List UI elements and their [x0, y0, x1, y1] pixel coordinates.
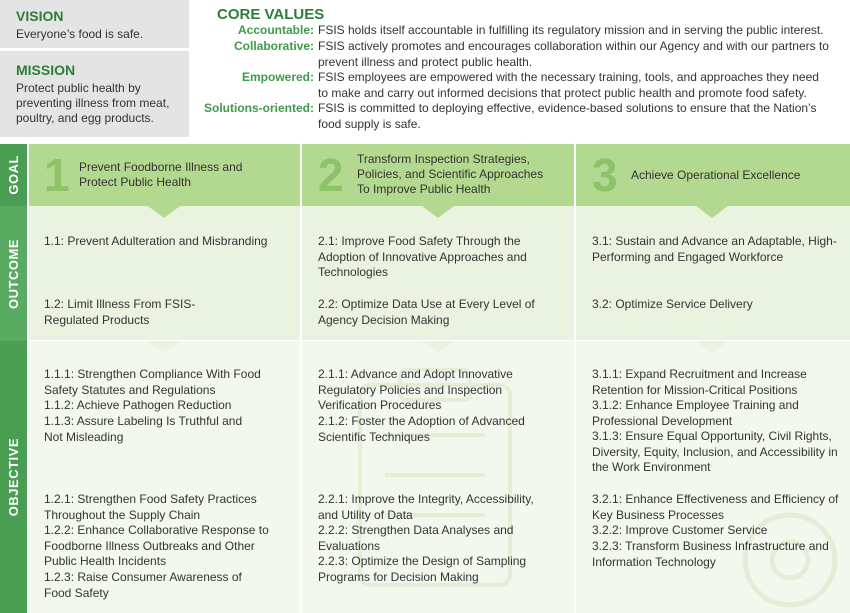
row-label-goal — [0, 144, 27, 206]
core-value-accountable — [200, 23, 848, 39]
objective-3-1-1: 3.1.1: Expand Recruitment and Increase Retention for Mission-Critical Positions — [592, 367, 807, 397]
vision-text: Everyone’s food is safe. — [16, 27, 144, 41]
core-value-empowered — [200, 70, 848, 101]
row-divider — [29, 340, 850, 341]
objective-1-1-2: 1.1.2: Achieve Pathogen Reduction — [44, 398, 232, 412]
outcome-1-2: 1.2: Limit Illness From FSIS-Regulated Products — [44, 297, 196, 327]
objective-3-2-2: 3.2.2: Improve Customer Service — [592, 523, 768, 537]
core-value-text: FSIS holds itself accountable in fulfilling its regulatory mission and in serving the public interest. — [318, 23, 824, 37]
core-value-text: FSIS actively promotes and encourages collaboration within our Agency and with our partners to prevent illness and protect public health. — [318, 39, 829, 69]
objective-2-2-2: 2.2.2: Strengthen Data Analyses and Evaluations — [318, 523, 514, 553]
objective-1-2-1: 1.2.1: Strengthen Food Safety Practices Throughout the Supply Chain — [44, 492, 257, 522]
goal-arrow-1 — [148, 206, 180, 218]
outcome-3-1: 3.1: Sustain and Advance an Adaptable, High-Performing and Engaged Workforce — [592, 234, 837, 264]
objective-3-2-1: 3.2.1: Enhance Effectiveness and Efficiency of Key Business Processes — [592, 492, 839, 522]
core-values-title: CORE VALUES — [217, 6, 325, 23]
objective-2-2-3: 2.2.3: Optimize the Design of Sampling Programs for Decision Making — [318, 554, 527, 584]
core-value-solutions — [200, 101, 848, 132]
objective-2-1-2: 2.1.2: Foster the Adoption of Advanced Scientific Techniques — [318, 414, 525, 444]
outcome-2-2: 2.2: Optimize Data Use at Every Level of Agency Decision Making — [318, 297, 535, 327]
goal-title-3: Achieve Operational Excellence — [631, 168, 801, 182]
core-value-collaborative — [200, 39, 848, 70]
objective-3-2-3: 3.2.3: Transform Business Infrastructure and Information Technology — [592, 539, 829, 569]
vision-box — [0, 0, 189, 48]
goal-number-1: 1 — [44, 149, 70, 201]
objective-1-1-1: 1.1.1: Strengthen Compliance With Food Safety Statutes and Regulations — [44, 367, 261, 397]
core-value-label: Solutions-oriented: — [204, 101, 314, 115]
objective-3-1-2: 3.1.2: Enhance Employee Training and Professional Development — [592, 398, 799, 428]
outcome-2-1: 2.1: Improve Food Safety Through the Adoption of Innovative Approaches and Technologies — [318, 234, 527, 280]
row-label-objective — [0, 341, 27, 613]
mission-text: Protect public health by preventing illness from meat, poultry, and egg products. — [16, 81, 170, 125]
goal-title-1: Prevent Foodborne Illness and Protect Public Health — [79, 160, 243, 189]
core-value-label: Collaborative: — [233, 39, 314, 53]
objective-1-2-3: 1.2.3: Raise Consumer Awareness of Food Safety — [44, 570, 242, 600]
core-value-label: Empowered: — [241, 70, 314, 84]
outcome-arrow-1 — [148, 341, 180, 353]
goal-title-2: Transform Inspection Strategies, Policies, and Scientific Approaches To Improve Public Health — [357, 152, 544, 196]
objective-1-2-2: 1.2.2: Enhance Collaborative Response to Foodborne Illness Outbreaks and Other Public Health Incidents — [44, 523, 269, 569]
outcome-arrow-3 — [696, 341, 728, 353]
objective-3-1-3: 3.1.3: Ensure Equal Opportunity, Civil Rights, Diversity, Equity, Inclusion, and Accessibility in the Work Environment — [592, 429, 838, 475]
objective-1-1-3: 1.1.3: Assure Labeling Is Truthful and Not Misleading — [44, 414, 243, 444]
goal-arrow-2 — [422, 206, 454, 218]
column-divider — [300, 144, 302, 613]
vision-title: VISION — [16, 8, 64, 24]
goal-number-3: 3 — [592, 149, 618, 201]
goal-arrow-3 — [696, 206, 728, 218]
outcome-arrow-2 — [422, 341, 454, 353]
outcome-label: OUTCOME — [6, 238, 21, 309]
mission-title: MISSION — [16, 62, 76, 78]
objective-label: OBJECTIVE — [6, 437, 21, 517]
outcome-3-2: 3.2: Optimize Service Delivery — [592, 297, 753, 311]
core-value-text: FSIS employees are empowered with the necessary training, tools, and approaches they need to make and carry out informed decisions that protect public health and promote food safety. — [318, 70, 819, 100]
mission-box — [0, 51, 189, 137]
goal-label: GOAL — [6, 155, 21, 195]
row-label-outcome — [0, 206, 27, 341]
core-value-label: Accountable: — [237, 23, 314, 37]
goal-number-2: 2 — [318, 149, 344, 201]
objective-2-1-1: 2.1.1: Advance and Adopt Innovative Regulatory Policies and Inspection Verification Procedures — [318, 367, 513, 413]
core-value-text: FSIS is committed to deploying effective, evidence-based solutions to ensure that the Nation’s food supply is safe. — [318, 101, 817, 131]
column-divider — [574, 144, 576, 613]
objective-2-2-1: 2.2.1: Improve the Integrity, Accessibility, and Utility of Data — [318, 492, 534, 522]
outcome-1-1: 1.1: Prevent Adulteration and Misbranding — [44, 234, 268, 248]
